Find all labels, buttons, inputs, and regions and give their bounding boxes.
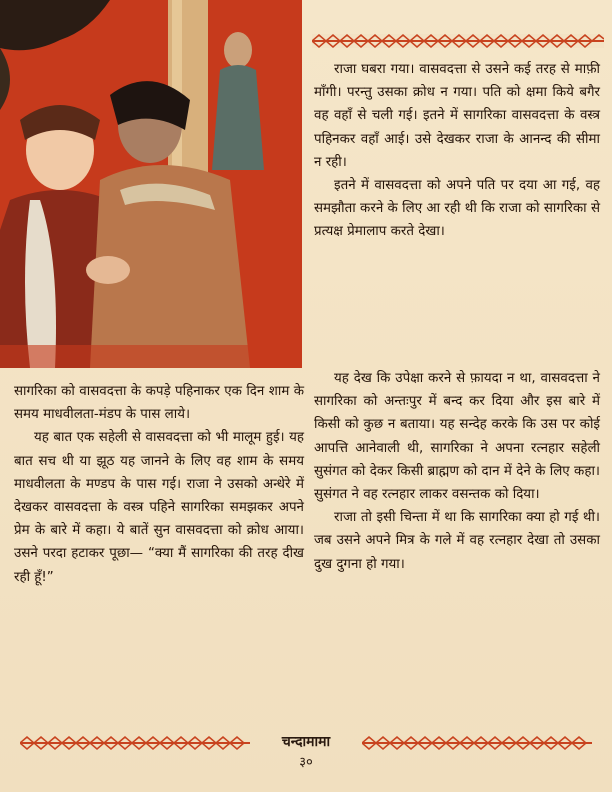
right-column-top-text <box>314 58 600 244</box>
paragraph: यह बात एक सहेली से वासवदत्ता को भी मालूम हुई। यह बात सच थी या झूठ यह जानने के लिए वह शाम के समय माधवीलता के मण्डप के पास गई। राजा ने उसको अन्धेरे में देखकर वासवदत्ता के वस्त्र पहिने सागरिका समझकर अपने प्रेम के बारे में कहा। ये बातें सुन वासवदत्ता को क्रोध आया। उसने परदा हटाकर पूछा— “क्या मैं सागरिका की तरह दीख रही हूँ!” <box>14 430 304 585</box>
story-illustration <box>0 0 302 368</box>
right-column-bottom-text <box>314 367 600 576</box>
left-column-text <box>14 380 304 589</box>
paragraph: सागरिका को वासवदत्ता के कपड़े पहिनाकर एक दिन शाम के समय माधवीलता-मंडप के पास लाये। <box>14 384 304 423</box>
page-number: ३० <box>299 755 313 770</box>
magazine-name: चन्दामामा <box>281 734 331 750</box>
paragraph: राजा तो इसी चिन्ता में था कि सागरिका क्या हो गई थी। जब उसने अपने मित्र के गले में वह रत्नहार देखा तो उसका दुख दुगना हो गया। <box>314 510 600 572</box>
illustration-art <box>0 0 302 368</box>
paragraph: यह देख कि उपेक्षा करने से फ़ायदा न था, वासवदत्ता ने सागरिका को अन्तःपुर में बन्द कर दिया और इस बारे में किसी को कुछ न बताया। यह सन्देह करके कि उस पर कोई आपत्ति आनेवाली थी, सागरिका ने अपना रत्नहार सहेली सुसंगत को देकर किसी ब्राह्मण को दान में देने के लिए कहा। सुसंगत ने वह रत्नहार लाकर वसन्तक को दिया। <box>314 371 600 503</box>
decorative-border-top <box>312 34 604 48</box>
paragraph: राजा घबरा गया। वासवदत्ता से उसने कई तरह से माफ़ी माँगी। परन्तु उसका क्रोध न गया। पति को क्षमा किये बगैर वह वहाँ से चली गई। इतने में सागरिका वासवदत्ता के वस्त्र पहिनकर वहाँ आई। उसे देखकर राजा के आनन्द की सीमा न रही। <box>314 62 600 170</box>
paragraph: इतने में वासवदत्ता को अपने पति पर दया आ गई, वह समझौता करने के लिए आ रही थी कि राजा को सागरिका से प्रत्यक्ष प्रेमालाप करते देखा। <box>314 178 600 240</box>
